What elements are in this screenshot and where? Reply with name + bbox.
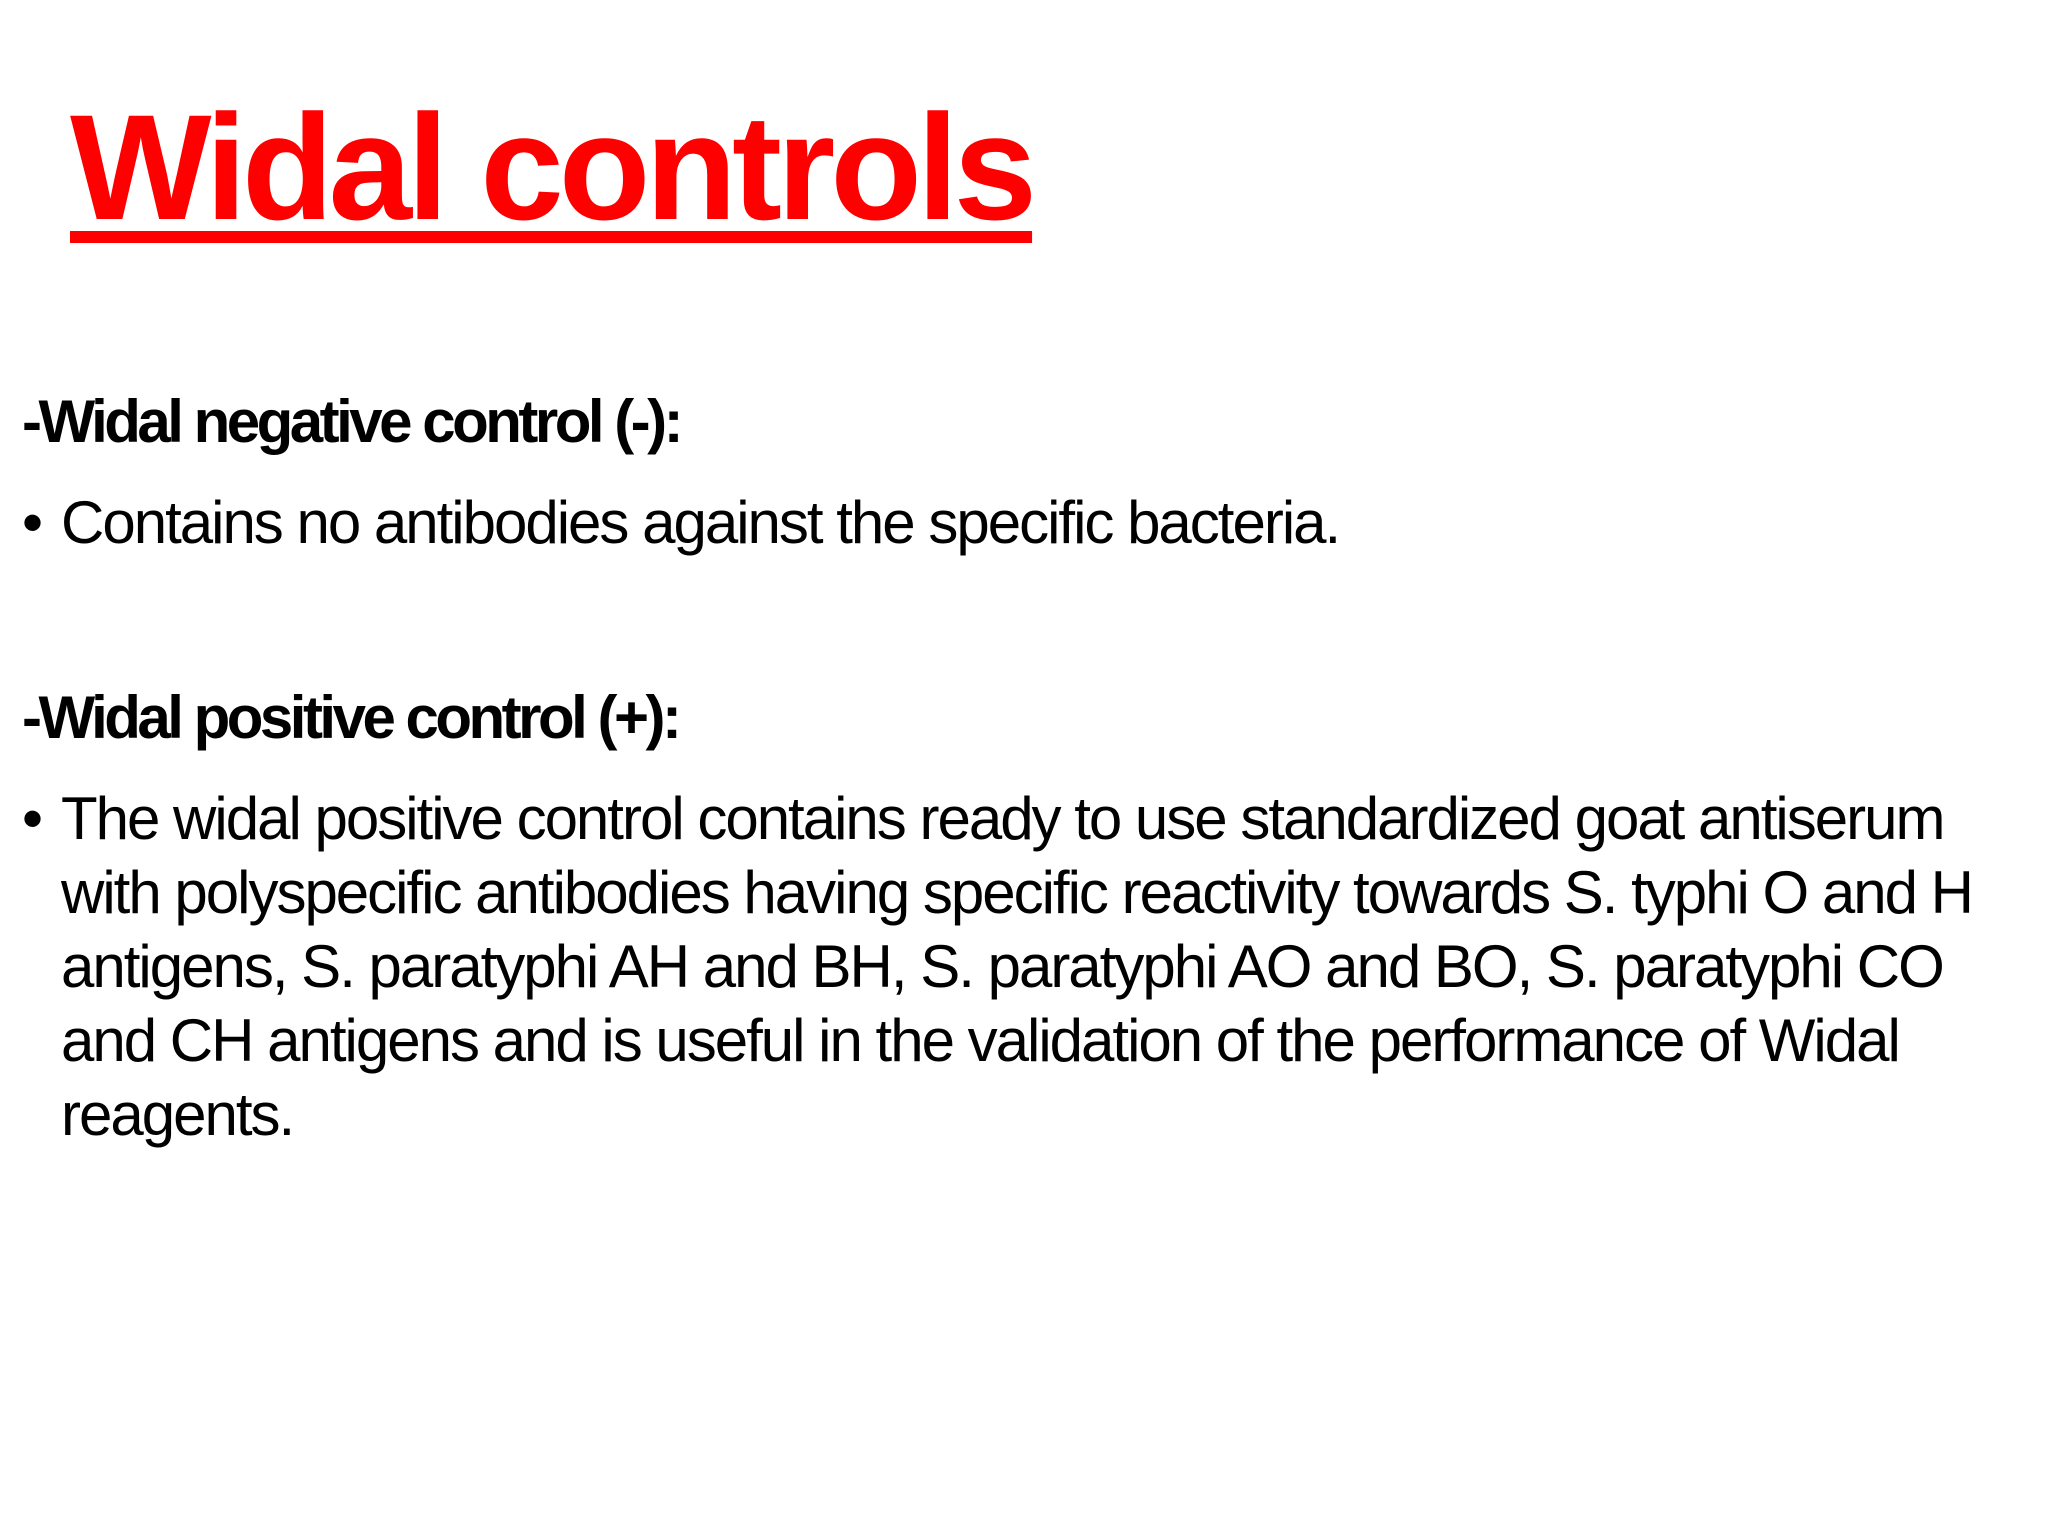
list-item	[22, 782, 2012, 1152]
positive-control-heading: -Widal positive control (+):	[22, 684, 679, 751]
list-item	[22, 486, 2012, 560]
negative-control-bullets	[22, 486, 2012, 560]
bullet-dot-icon: •	[22, 489, 42, 556]
negative-control-heading: -Widal negative control (-):	[22, 388, 681, 455]
positive-control-bullets	[22, 782, 2012, 1152]
bullet-text: Contains no antibodies against the specific bacteria.	[61, 489, 1340, 556]
bullet-dot-icon: •	[22, 785, 42, 852]
bullet-text: The widal positive control contains ready to use standardized goat antiserum with polyspecific antibodies having specific reactivity towards S. typhi O and H antigens, S. paratyphi AH and BH, S. paratyphi AO and BO, S. paratyphi CO and CH antigens and is useful in the validation of the performance of Widal reagents.	[61, 785, 1972, 1148]
slide-title: Widal controls	[70, 83, 1033, 251]
